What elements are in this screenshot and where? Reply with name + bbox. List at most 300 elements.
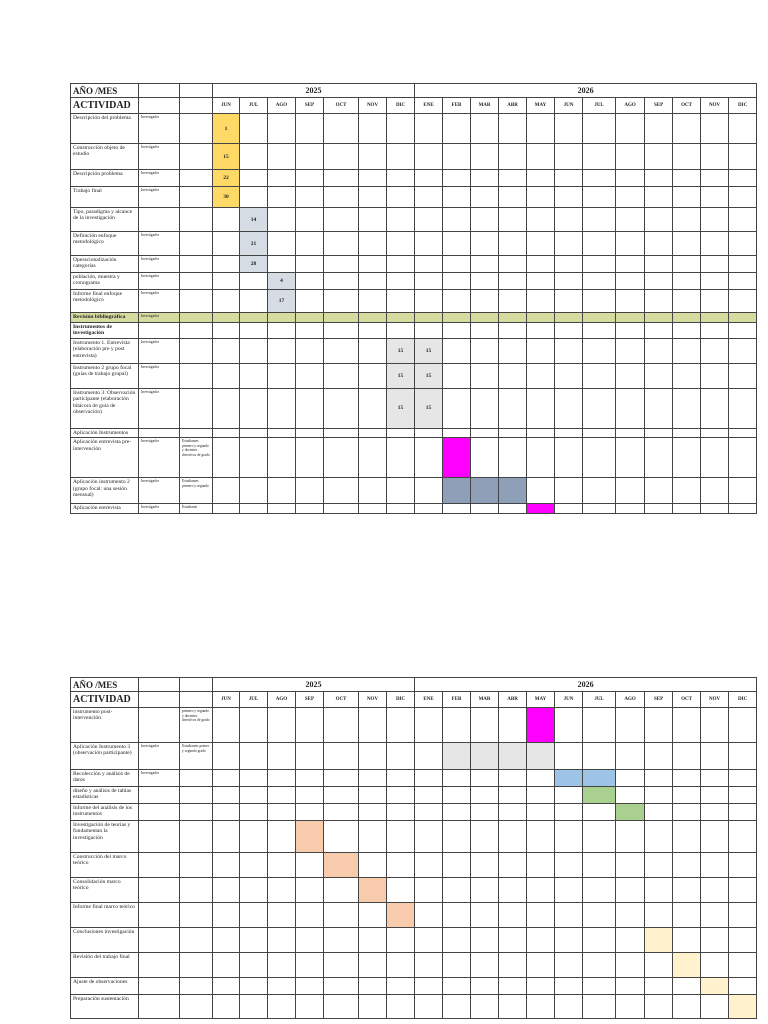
month-header: JUN <box>213 692 240 708</box>
month-cell <box>673 273 701 290</box>
activity-cell: Investigación de teorías y fundamentan la investigación <box>71 821 139 853</box>
month-cell <box>616 978 645 995</box>
responsible-cell: Investigador <box>139 170 180 187</box>
month-cell <box>645 978 673 995</box>
month-cell <box>673 290 701 313</box>
group-cell <box>180 273 213 290</box>
scheduled-cell <box>324 853 359 878</box>
month-cell <box>616 708 645 743</box>
month-header: MAR <box>471 98 499 114</box>
month-cell <box>268 878 296 903</box>
month-cell <box>359 273 387 290</box>
scheduled-cell <box>673 953 701 978</box>
month-cell <box>324 256 359 273</box>
month-cell <box>240 804 268 821</box>
month-cell <box>443 323 471 339</box>
month-cell <box>415 821 443 853</box>
month-cell <box>443 770 471 787</box>
group-cell <box>180 804 213 821</box>
month-cell <box>555 821 583 853</box>
scheduled-cell <box>471 478 499 504</box>
month-cell <box>616 323 645 339</box>
month-cell <box>443 878 471 903</box>
month-cell <box>499 821 527 853</box>
month-cell <box>527 928 555 953</box>
year-2025-header: 2025 <box>213 678 415 692</box>
month-cell <box>213 313 240 323</box>
month-cell <box>387 953 415 978</box>
month-cell <box>673 928 701 953</box>
month-cell <box>296 323 324 339</box>
month-cell <box>673 323 701 339</box>
scheduled-cell <box>527 743 555 770</box>
month-cell <box>296 504 324 513</box>
month-cell <box>415 438 443 478</box>
month-cell <box>240 928 268 953</box>
month-cell <box>443 273 471 290</box>
month-cell <box>268 208 296 232</box>
month-cell <box>213 821 240 853</box>
month-cell <box>443 821 471 853</box>
month-cell <box>645 323 673 339</box>
scheduled-cell <box>499 743 527 770</box>
responsible-cell <box>139 995 180 1019</box>
month-cell <box>443 208 471 232</box>
group-cell <box>180 878 213 903</box>
month-cell <box>616 114 645 144</box>
month-cell <box>471 114 499 144</box>
scheduled-cell <box>527 504 555 513</box>
month-cell <box>324 743 359 770</box>
responsible-cell <box>139 821 180 853</box>
blank-cell <box>139 98 180 114</box>
month-cell <box>673 787 701 804</box>
month-cell <box>240 743 268 770</box>
month-cell <box>443 338 471 363</box>
month-cell <box>213 743 240 770</box>
month-cell <box>499 256 527 273</box>
month-cell <box>387 504 415 513</box>
month-cell <box>213 504 240 513</box>
month-cell <box>415 428 443 437</box>
month-cell <box>645 428 673 437</box>
month-header: ABR <box>499 692 527 708</box>
month-cell <box>296 114 324 144</box>
scheduled-cell <box>527 708 555 743</box>
month-cell <box>555 323 583 339</box>
month-cell <box>645 114 673 144</box>
month-cell <box>499 170 527 187</box>
month-cell <box>471 208 499 232</box>
month-cell <box>240 363 268 388</box>
month-cell <box>359 290 387 313</box>
month-cell <box>268 504 296 513</box>
month-header: JUL <box>240 98 268 114</box>
month-cell <box>729 208 757 232</box>
month-cell <box>471 428 499 437</box>
month-cell <box>240 878 268 903</box>
month-cell <box>555 995 583 1019</box>
month-cell <box>729 743 757 770</box>
month-cell <box>583 438 616 478</box>
month-cell <box>213 708 240 743</box>
month-cell <box>296 144 324 170</box>
month-cell <box>673 770 701 787</box>
month-cell <box>527 821 555 853</box>
month-cell <box>324 208 359 232</box>
month-header: JUN <box>555 692 583 708</box>
month-cell <box>555 504 583 513</box>
month-cell <box>296 313 324 323</box>
month-cell <box>387 170 415 187</box>
month-cell <box>359 770 387 787</box>
month-cell <box>296 978 324 995</box>
month-cell <box>583 232 616 256</box>
month-cell <box>268 478 296 504</box>
month-cell <box>471 804 499 821</box>
month-cell <box>499 388 527 428</box>
month-cell <box>729 821 757 853</box>
month-cell <box>673 804 701 821</box>
month-cell <box>673 978 701 995</box>
scheduled-cell: 15 <box>415 363 443 388</box>
activity-cell: Informe final enfoque metodológico <box>71 290 139 313</box>
month-header: MAY <box>527 692 555 708</box>
month-cell <box>324 438 359 478</box>
month-cell <box>268 804 296 821</box>
month-cell <box>701 504 729 513</box>
month-cell <box>616 338 645 363</box>
month-cell <box>616 273 645 290</box>
month-cell <box>583 821 616 853</box>
month-cell <box>471 438 499 478</box>
month-cell <box>359 208 387 232</box>
month-cell <box>527 323 555 339</box>
month-cell <box>359 995 387 1019</box>
month-cell <box>415 770 443 787</box>
month-cell <box>583 953 616 978</box>
scheduled-cell: 17 <box>268 290 296 313</box>
month-cell <box>213 953 240 978</box>
month-cell <box>555 478 583 504</box>
month-cell <box>701 878 729 903</box>
month-cell <box>359 478 387 504</box>
month-cell <box>527 903 555 928</box>
month-cell <box>701 114 729 144</box>
scheduled-cell: 1 <box>213 114 240 144</box>
month-cell <box>583 978 616 995</box>
month-cell <box>443 504 471 513</box>
month-cell <box>387 978 415 995</box>
responsible-cell: Investigador <box>139 363 180 388</box>
month-cell <box>387 232 415 256</box>
month-cell <box>268 363 296 388</box>
responsible-cell <box>139 428 180 437</box>
month-cell <box>499 187 527 208</box>
month-cell <box>583 273 616 290</box>
month-cell <box>415 290 443 313</box>
month-header: SEP <box>645 98 673 114</box>
activity-cell: Descripción problema <box>71 170 139 187</box>
responsible-cell <box>139 787 180 804</box>
scheduled-cell: 30 <box>213 187 240 208</box>
month-cell <box>240 903 268 928</box>
responsible-cell <box>139 323 180 339</box>
month-cell <box>701 338 729 363</box>
month-cell <box>415 903 443 928</box>
month-cell <box>387 187 415 208</box>
month-cell <box>555 928 583 953</box>
month-header: JUL <box>583 692 616 708</box>
month-cell <box>268 928 296 953</box>
month-cell <box>443 313 471 323</box>
month-header: ENE <box>415 692 443 708</box>
month-cell <box>359 978 387 995</box>
month-cell <box>240 170 268 187</box>
month-cell <box>645 878 673 903</box>
month-cell <box>673 743 701 770</box>
activity-cell: Conclusiones investigación <box>71 928 139 953</box>
month-cell <box>673 363 701 388</box>
activity-cell: Instrumentos de investigación <box>71 323 139 339</box>
responsible-cell <box>139 953 180 978</box>
month-cell <box>645 438 673 478</box>
month-cell <box>268 313 296 323</box>
month-cell <box>616 770 645 787</box>
month-cell <box>359 338 387 363</box>
month-cell <box>443 363 471 388</box>
month-cell <box>268 903 296 928</box>
month-cell <box>213 770 240 787</box>
month-cell <box>387 428 415 437</box>
month-header: JUN <box>213 98 240 114</box>
scheduled-cell: 22 <box>213 170 240 187</box>
month-cell <box>527 787 555 804</box>
month-cell <box>443 187 471 208</box>
month-cell <box>387 144 415 170</box>
month-cell <box>296 338 324 363</box>
month-cell <box>415 743 443 770</box>
month-cell <box>499 978 527 995</box>
month-cell <box>213 928 240 953</box>
month-cell <box>729 232 757 256</box>
activity-cell: Instrumento 2 grupo focal (guías de trabajo grupal) <box>71 363 139 388</box>
month-cell <box>471 878 499 903</box>
month-cell <box>499 290 527 313</box>
month-cell <box>555 428 583 437</box>
month-cell <box>240 313 268 323</box>
month-cell <box>359 428 387 437</box>
month-cell <box>555 363 583 388</box>
month-header: SEP <box>296 98 324 114</box>
activity-cell: Ajuste de observaciones <box>71 978 139 995</box>
month-cell <box>583 363 616 388</box>
month-cell <box>471 953 499 978</box>
scheduled-cell <box>443 743 471 770</box>
month-cell <box>499 208 527 232</box>
month-cell <box>359 903 387 928</box>
month-cell <box>443 978 471 995</box>
month-cell <box>729 273 757 290</box>
month-cell <box>387 323 415 339</box>
month-cell <box>213 995 240 1019</box>
month-cell <box>268 995 296 1019</box>
month-cell <box>471 323 499 339</box>
month-cell <box>583 504 616 513</box>
month-cell <box>213 208 240 232</box>
scheduled-cell <box>616 804 645 821</box>
month-cell <box>387 928 415 953</box>
month-cell <box>645 313 673 323</box>
month-cell <box>359 928 387 953</box>
month-cell <box>268 144 296 170</box>
month-cell <box>359 170 387 187</box>
month-cell <box>527 878 555 903</box>
month-cell <box>701 256 729 273</box>
month-cell <box>240 273 268 290</box>
month-cell <box>296 743 324 770</box>
month-cell <box>701 323 729 339</box>
scheduled-cell: 21 <box>240 232 268 256</box>
month-cell <box>499 313 527 323</box>
month-cell <box>701 232 729 256</box>
month-cell <box>324 428 359 437</box>
month-cell <box>555 338 583 363</box>
group-cell <box>180 187 213 208</box>
responsible-cell <box>139 708 180 743</box>
activity-cell: Construcción objeto de estudio <box>71 144 139 170</box>
activity-header: ACTIVIDAD <box>71 98 139 114</box>
month-cell <box>296 170 324 187</box>
month-cell <box>499 995 527 1019</box>
group-cell <box>180 170 213 187</box>
month-cell <box>324 903 359 928</box>
month-cell <box>387 787 415 804</box>
activity-cell: Revisión del trabajo final <box>71 953 139 978</box>
month-cell <box>645 953 673 978</box>
month-cell <box>645 903 673 928</box>
month-cell <box>240 504 268 513</box>
month-cell <box>701 821 729 853</box>
month-cell <box>415 232 443 256</box>
month-cell <box>415 853 443 878</box>
month-cell <box>729 853 757 878</box>
month-cell <box>296 928 324 953</box>
group-cell <box>180 770 213 787</box>
month-cell <box>616 478 645 504</box>
month-cell <box>555 804 583 821</box>
month-cell <box>645 338 673 363</box>
month-cell <box>387 208 415 232</box>
month-header: AGO <box>616 98 645 114</box>
month-cell <box>555 903 583 928</box>
month-cell <box>729 478 757 504</box>
month-cell <box>555 853 583 878</box>
month-cell <box>729 323 757 339</box>
month-cell <box>443 995 471 1019</box>
month-cell <box>415 804 443 821</box>
month-cell <box>471 903 499 928</box>
scheduled-cell <box>359 878 387 903</box>
month-cell <box>415 313 443 323</box>
month-cell <box>729 804 757 821</box>
month-cell <box>555 388 583 428</box>
activity-cell: instrumento post-intervención <box>71 708 139 743</box>
month-cell <box>471 708 499 743</box>
responsible-cell <box>139 978 180 995</box>
month-cell <box>583 804 616 821</box>
month-cell <box>645 770 673 787</box>
month-cell <box>673 428 701 437</box>
month-cell <box>471 853 499 878</box>
month-header: OCT <box>673 692 701 708</box>
month-cell <box>387 708 415 743</box>
group-cell <box>180 256 213 273</box>
month-cell <box>415 478 443 504</box>
month-cell <box>555 787 583 804</box>
month-cell <box>268 853 296 878</box>
activity-cell: Trabajo final <box>71 187 139 208</box>
month-cell <box>729 438 757 478</box>
month-cell <box>645 821 673 853</box>
group-cell <box>180 388 213 428</box>
month-cell <box>240 428 268 437</box>
month-cell <box>701 388 729 428</box>
month-cell <box>499 114 527 144</box>
blank-cell <box>180 98 213 114</box>
month-cell <box>359 853 387 878</box>
month-cell <box>583 208 616 232</box>
month-cell <box>471 232 499 256</box>
responsible-cell <box>139 208 180 232</box>
responsible-cell: Investigador <box>139 478 180 504</box>
month-cell <box>701 787 729 804</box>
month-cell <box>555 878 583 903</box>
month-cell <box>583 187 616 208</box>
month-cell <box>415 787 443 804</box>
month-cell <box>729 187 757 208</box>
responsible-cell: Investigador <box>139 388 180 428</box>
month-cell <box>616 903 645 928</box>
month-cell <box>527 363 555 388</box>
month-cell <box>645 256 673 273</box>
month-cell <box>583 995 616 1019</box>
group-cell <box>180 428 213 437</box>
month-cell <box>527 978 555 995</box>
month-cell <box>471 313 499 323</box>
month-cell <box>499 338 527 363</box>
month-cell <box>268 114 296 144</box>
month-cell <box>673 313 701 323</box>
responsible-cell: Investigador <box>139 187 180 208</box>
month-cell <box>583 708 616 743</box>
month-cell <box>729 903 757 928</box>
month-cell <box>527 853 555 878</box>
month-cell <box>415 928 443 953</box>
month-cell <box>527 770 555 787</box>
month-cell <box>296 478 324 504</box>
responsible-cell: Investigador <box>139 504 180 513</box>
scheduled-cell: 15 <box>213 144 240 170</box>
month-header: JUL <box>240 692 268 708</box>
month-cell <box>415 953 443 978</box>
month-cell <box>213 323 240 339</box>
month-cell <box>324 290 359 313</box>
month-cell <box>213 438 240 478</box>
month-cell <box>359 821 387 853</box>
month-cell <box>729 313 757 323</box>
month-cell <box>296 995 324 1019</box>
